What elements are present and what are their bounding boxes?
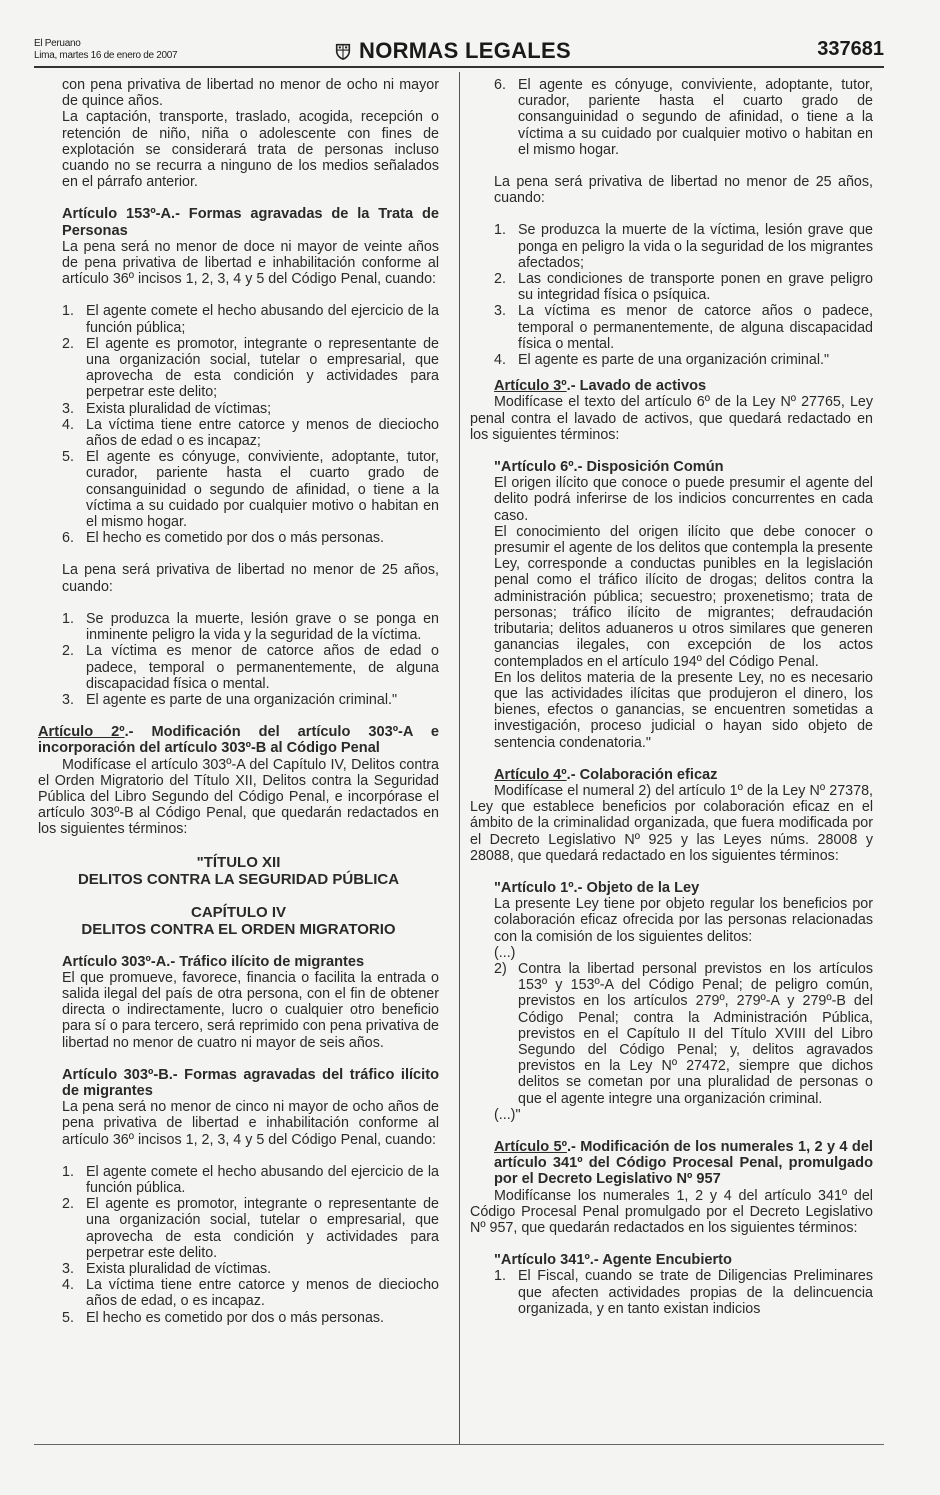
article-2-heading [38, 724, 439, 756]
coat-of-arms-icon [334, 42, 352, 60]
column-divider [459, 72, 460, 1444]
article-1 [470, 880, 873, 1123]
article-3-text: Modifícase el texto del artículo 6º de la Ley Nº 27765, Ley penal contra el lavado de activos, que quedará redactado en los siguientes términos: [470, 394, 873, 443]
article-2-text: Modifícase el artículo 303º-A del Capítulo IV, Delitos contra el Orden Migratorio del Título XII, Delitos contra la Seguridad Pública del Libro Segundo del Código Penal, e incorpórase el artículo 303º-B al Código Penal, que quedarán redactados en los siguientes términos: [38, 756, 439, 838]
list-item [494, 352, 873, 368]
article-text: La pena será no menor de cinco ni mayor de ocho años de pena privativa de libertad e inhabilitación conforme al artículo 36º incisos 1, 2, 3, 4 y 5 del Código Penal, cuando: [62, 1099, 439, 1148]
item-text: El agente es promotor, integrante o representante de una organización social, tutelar o empresarial, que aprovecha de esta condición y actividades para perpetrar este delito; [86, 335, 439, 401]
left-column [38, 77, 439, 1326]
capitulo-line-1: CAPÍTULO IV [190, 903, 286, 921]
article-heading: Artículo 303º-B.- Formas agravadas del tráfico ilícito de migrantes [62, 1066, 439, 1099]
item-number: 3. [62, 1260, 74, 1277]
article-6 [470, 459, 873, 751]
item-text: El hecho es cometido por dos o más personas. [86, 1309, 385, 1326]
list-item [494, 303, 873, 352]
item-number: 3. [62, 400, 74, 417]
spacer [38, 708, 439, 724]
spacer [62, 287, 439, 303]
list-item [62, 1310, 439, 1326]
article-3-heading [470, 378, 873, 394]
article-4-text: Modifícase el numeral 2) del artículo 1º de la Ley Nº 27378, Ley que establece beneficios por colaboración eficaz en el ámbito de la criminalidad organizada, que fuera modificada por el Decreto Legislativo Nº 925 y las Leyes núms. 28008 y 28088, que quedará redactado en los siguientes términos: [470, 782, 873, 864]
spacer [62, 1148, 439, 1164]
right-column [470, 77, 873, 1317]
spacer [38, 888, 439, 904]
spacer [470, 1236, 873, 1252]
aggravating-list [62, 1164, 439, 1326]
list-item [62, 1261, 439, 1277]
item-text: El agente es cónyuge, conviviente, adoptante, tutor, curador, pariente hasta el cuarto grado de consanguinidad o segundo de afinidad, o tiene a la víctima a su cuidado por cualquier motivo o habitan en el mismo hogar. [518, 77, 873, 158]
ellipsis: (...) [494, 944, 516, 961]
item-text: Exista pluralidad de víctimas. [86, 1260, 272, 1277]
item-number: 1. [62, 610, 74, 627]
article-heading: "Artículo 1º.- Objeto de la Ley [494, 879, 700, 896]
aggravating-list [494, 222, 873, 368]
header-rule [34, 66, 884, 68]
item-number: 1. [494, 222, 506, 239]
capitulo-heading [38, 904, 439, 938]
intro-paragraph-2: La captación, transporte, traslado, acogida, recepción o retención de niño, niña o adolescente con fines de explotación se considerará trata de personas incluso cuando no se recurra a ninguno de los medios señalados en el párrafo anterior. [62, 109, 439, 191]
section-title [334, 38, 571, 64]
article-5-heading [470, 1139, 873, 1188]
numeral-list [494, 1268, 873, 1317]
numeral-list [494, 961, 873, 1107]
item-number: 5. [62, 449, 74, 466]
list-item [62, 401, 439, 417]
aggravating-list [62, 303, 439, 546]
article-heading: Artículo 153º-A.- Formas agravadas de la Trata de Personas [62, 206, 439, 239]
item-text: El agente es cónyuge, conviviente, adoptante, tutor, curador, pariente hasta el cuarto grado de consanguinidad o segundo de afinidad, o tiene a la víctima a su cuidado por cualquier motivo o habitan en el mismo hogar. [86, 449, 439, 531]
list-item [494, 77, 873, 158]
spacer [38, 938, 439, 954]
article-heading: "Artículo 6º.- Disposición Común [494, 459, 724, 476]
item-number: 6. [494, 77, 506, 93]
article-heading: "Artículo 341º.- Agente Encubierto [494, 1252, 732, 1269]
article-303a [38, 954, 439, 1326]
item-number: 3. [494, 303, 506, 320]
item-number: 3. [62, 691, 74, 708]
list-item [62, 336, 439, 401]
penalty-paragraph: La pena será privativa de libertad no menor de 25 años, cuando: [494, 174, 873, 207]
aggravating-list [62, 611, 439, 708]
article-title: .- Modificación del artículo 303º-A e incorporación del artículo 303º-B al Código Penal [38, 724, 439, 757]
penalty-paragraph: La pena será privativa de libertad no menor de 25 años, cuando: [62, 562, 439, 595]
publication-name: El Peruano [34, 38, 81, 49]
item-text: El Fiscal, cuando se trate de Diligencias Preliminares que afecten actividades propias de la delincuencia organizada, y en tanto existan indicios [518, 1268, 873, 1317]
spacer [62, 1051, 439, 1067]
item-text: La víctima es menor de catorce años o padece, temporal o permanentemente, de alguna discapacidad física o mental. [518, 303, 873, 352]
spacer [470, 751, 873, 767]
item-text: La víctima es menor de catorce años de edad o padece, temporal o permanentemente, de alguna discapacidad física o mental. [86, 643, 439, 692]
spacer [470, 368, 873, 378]
bottom-rule [34, 1444, 884, 1445]
article-text: La presente Ley tiene por objeto regular los beneficios por colaboración eficaz ofrecida por las personas relacionadas con la comisión de los siguientes delitos: [494, 896, 873, 945]
titulo-line-2: DELITOS CONTRA LA SEGURIDAD PÚBLICA [77, 870, 400, 888]
article-5-text: Modifícanse los numerales 1, 2 y 4 del artículo 341º del Código Procesal Penal promulgado por el Decreto Legislativo Nº 957, que quedarán redactados en los siguientes términos: [470, 1187, 873, 1236]
titulo-heading [38, 854, 439, 888]
article-text: En los delitos materia de la presente Ley, no es necesario que las actividades ilícitas que produjeron el dinero, los bienes, efectos o ganancias, se encuentren sometidas a investigación, proceso judicial o hayan sido objeto de sentencia condenatoria." [494, 669, 873, 751]
list-item [62, 611, 439, 643]
item-text: Contra la libertad personal previstos en los artículos 153º y 153º-A del Código Penal; de peligro común, previstos en los artículos 279º, 279º-A y 279º-B del Código Penal; contra la Administración Pública, previstos en el Capítulo II del Título XVIII del Libro Segundo del Código Penal; y, delitos agravados previstos en la Ley Nº 27472, siempre que dichos delitos se cometan por una pluralidad de personas o que el agente integre una organización criminal. [518, 960, 873, 1107]
item-text: La víctima tiene entre catorce y menos de dieciocho años de edad, o es incapaz. [86, 1277, 439, 1310]
spacer [494, 158, 873, 174]
titulo-line-1: "TÍTULO XII [196, 853, 281, 871]
article-text: El conocimiento del origen ilícito que debe conocer o presumir el agente de los delitos que contempla la presente Ley, corresponde a conductas punibles en la legislación penal como el tráfico ilícito de drogas; delitos contra la administración pública; secuestro; proxenetismo; trata de personas; tráfico ilícito de migrantes; defraudación tributaria; delitos aduaneros u otros similares que generen ganancias ilegales, con excepción de los actos contemplados en el artículo 194º del Código Penal. [494, 523, 873, 670]
capitulo-line-2: DELITOS CONTRA EL ORDEN MIGRATORIO [81, 920, 396, 938]
section-title-text: NORMAS LEGALES [359, 38, 571, 63]
article-label: Artículo 5º [494, 1138, 567, 1155]
ellipsis: (...)" [494, 1106, 521, 1123]
article-heading: Artículo 303º-A.- Tráfico ilícito de migrantes [62, 953, 365, 970]
item-number: 2. [494, 271, 506, 288]
spacer [62, 546, 439, 562]
item-text: El agente es parte de una organización criminal." [86, 691, 398, 708]
article-4-heading [470, 767, 873, 783]
list-item [494, 1268, 873, 1317]
list-item [62, 417, 439, 449]
article-153a [38, 206, 439, 708]
list-item [494, 961, 873, 1107]
item-number: 4. [494, 352, 506, 369]
item-text: El agente es promotor, integrante o representante de una organización social, tutelar o empresarial, que aprovecha de esta condición y actividades para perpetrar este delito. [86, 1196, 439, 1261]
article-title: .- Modificación de los numerales 1, 2 y 4 del artículo 341º del Código Procesal Penal, promulgado por el Decreto Legislativo Nº 957 [494, 1138, 873, 1188]
item-number: 2. [62, 643, 74, 660]
list-item [62, 643, 439, 692]
page-header [34, 36, 884, 68]
list-item [62, 692, 439, 708]
item-text: El agente es parte de una organización criminal." [518, 352, 830, 369]
item-number: 2) [494, 960, 507, 977]
item-text: Se produzca la muerte, lesión grave o se ponga en inminente peligro la vida y la seguridad de la víctima. [86, 610, 439, 644]
article-title: .- Colaboración eficaz [566, 766, 718, 783]
article-text: El origen ilícito que conoce o puede presumir el agente del delito podrá inferirse de los indicios concurrentes en cada caso. [494, 475, 873, 524]
item-number: 5. [62, 1309, 74, 1326]
article-303b-continued [470, 77, 873, 368]
list-item [62, 1196, 439, 1261]
item-number: 2. [62, 335, 74, 352]
item-text: Exista pluralidad de víctimas; [86, 400, 272, 417]
item-number: 1. [62, 1163, 74, 1180]
item-text: El hecho es cometido por dos o más personas. [86, 530, 385, 547]
spacer [470, 864, 873, 880]
item-text: Las condiciones de transporte ponen en grave peligro su integridad física o psíquica. [518, 271, 873, 304]
item-number: 2. [62, 1196, 74, 1213]
item-number: 4. [62, 1277, 74, 1294]
item-text: Se produzca la muerte de la víctima, lesión grave que ponga en peligro la vida o la seguridad de los migrantes afectados; [518, 222, 873, 271]
list-item [62, 1164, 439, 1196]
spacer [494, 206, 873, 222]
article-label: Artículo 4º [494, 766, 567, 783]
article-title: .- Lavado de activos [566, 378, 707, 395]
item-text: El agente comete el hecho abusando del ejercicio de la función pública. [86, 1163, 439, 1196]
list-item [62, 530, 439, 546]
list-item [62, 449, 439, 530]
item-number: 1. [62, 303, 74, 320]
spacer [62, 595, 439, 611]
list-item [62, 303, 439, 335]
intro-paragraph-1: con pena privativa de libertad no menor de ocho ni mayor de quince años. [62, 77, 439, 110]
spacer [38, 190, 439, 206]
list-item [62, 1277, 439, 1309]
list-item [494, 271, 873, 303]
article-label: Artículo 2º [38, 724, 125, 741]
article-text: El que promueve, favorece, financia o facilita la entrada o salida ilegal del país de otra persona, con el fin de obtener directa o indirectamente, lucro o cualquier otro beneficio para sí o para tercero, será reprimido con pena privativa de libertad no menor de cuatro ni mayor de seis años. [62, 969, 439, 1051]
item-text: El agente comete el hecho abusando del ejercicio de la función pública; [86, 303, 439, 336]
item-number: 1. [494, 1268, 506, 1285]
aggravating-list [494, 77, 873, 158]
masthead [34, 38, 177, 62]
article-label: Artículo 3º [494, 378, 567, 395]
spacer [470, 1123, 873, 1139]
page-number: 337681 [817, 38, 884, 60]
list-item [494, 222, 873, 271]
item-number: 4. [62, 416, 74, 433]
article-text: La pena será no menor de doce ni mayor de veinte años de pena privativa de libertad e inhabilitación conforme al artículo 36º incisos 1, 2, 3, 4 y 5 del Código Penal, cuando: [62, 238, 439, 288]
spacer [470, 443, 873, 459]
article-341 [470, 1252, 873, 1317]
publication-date: Lima, martes 16 de enero de 2007 [34, 50, 178, 61]
spacer [38, 838, 439, 854]
item-text: La víctima tiene entre catorce y menos de dieciocho años de edad o es incapaz; [86, 416, 439, 450]
item-number: 6. [62, 530, 74, 547]
